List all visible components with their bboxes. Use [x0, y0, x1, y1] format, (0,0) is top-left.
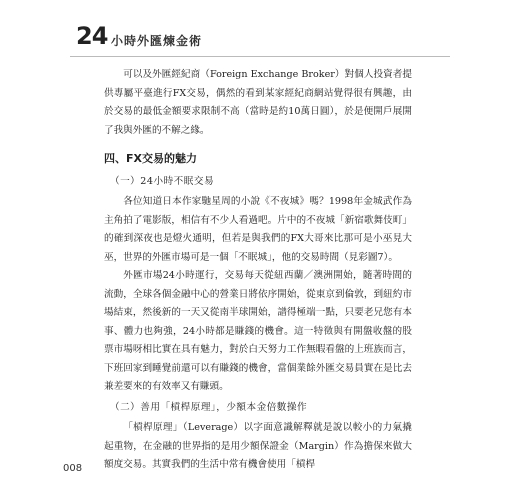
header-rule [70, 56, 450, 57]
paragraph-leverage: 「槓桿原理」（Leverage）以字面意識解釋就是說以較小的力氣撬起重物，在金融的世界指的是用少額保證金（Margin）作為擔保來做大額度交易。其實我們的生活中常有機會使用「槓桿 [104, 422, 412, 470]
paragraph-24h-market: 外匯市場24小時運行，交易每天從紐西蘭／澳洲開始，隨著時間的流動，全球各個金融中心的營業日將依序開始，從東京到倫敦，到紐約市場結束，然後新的一天又從南半球開始，譜得極端一點，只要老兄您有本事、體力也夠強，24小時都是賺錢的機會。這一特徵與有開盤收盤的股票市場呀相比實在具有魅力，對於白天努力工作無暇看盤的上班族而言，下班回家到睡覺前還可以有賺錢的機會，當個業餘外匯交易員實在是比去兼差要來的有效率又有賺頭。 [104, 270, 412, 392]
chapter-number: 24 [76, 22, 108, 50]
subheading-leverage: （二）善用「槓桿原理」，少額本金倍數操作 [110, 401, 308, 413]
page-header [0, 0, 520, 56]
page-content [104, 66, 412, 475]
paragraph-sleepless-city: 各位知道日本作家馳星周的小說《不夜城》嗎？1998年金城武作為主角拍了電影版，相信有不少人看過吧。片中的不夜城「新宿歌舞伎町」的確到深夜也是燈火通明，但若是與我們的FX大哥來比那可是小巫見大巫，世界的外匯市場可是一個「不眠城」，他的交易時間（見彩圖7）。 [104, 196, 412, 263]
paragraph-intro: 可以及外匯經紀商（Foreign Exchange Broker）對個人投資者提供專屬平臺進行FX交易，偶然的看到某家經紀商網站覺得很有興趣，由於交易的最低金額要求限制不高（當時是約10萬日圓），於是便開戶展開了我與外匯的不解之緣。 [104, 69, 412, 136]
section-heading: 四、FX交易的魅力 [104, 152, 197, 165]
page-number: 008 [63, 463, 83, 474]
book-title: 小時外匯煉金術 [111, 34, 203, 48]
subheading-24h: （一）24小時不眠交易 [110, 175, 215, 187]
